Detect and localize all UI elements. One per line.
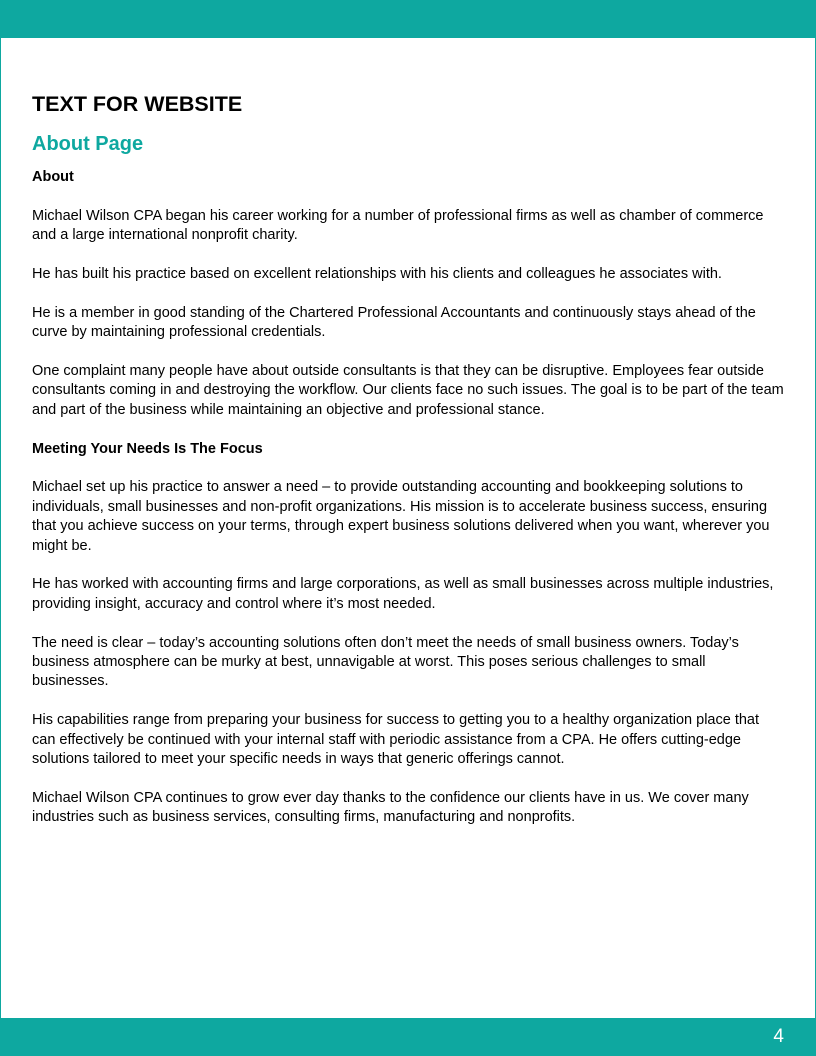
page-number: 4	[773, 1026, 784, 1047]
paragraph: He is a member in good standing of the Chartered Professional Accountants and continuously stays ahead of the curve by maintaining professional credentials.	[32, 304, 756, 341]
paragraph: He has built his practice based on excellent relationships with his clients and colleagues he associates with.	[32, 266, 722, 282]
document-title: TEXT FOR WEBSITE	[32, 92, 243, 116]
section-meeting-needs	[32, 440, 784, 828]
paragraph: He has worked with accounting firms and large corporations, as well as small businesses across multiple industries, providing insight, accuracy and control where it’s most needed.	[32, 576, 774, 612]
section-heading-about: About	[32, 169, 74, 185]
paragraph: Michael Wilson CPA began his career working for a number of professional firms as well as chamber of commerce and a large international nonprofit charity.	[32, 207, 764, 244]
section-about	[32, 168, 784, 420]
paragraph: His capabilities range from preparing your business for success to getting you to a healthy organization place that can effectively be continued with your internal staff with periodic assistance from a CPA. He offers cutting-edge solutions tailored to meet your specific needs in ways that generic offerings cannot.	[32, 712, 760, 768]
section-heading-meeting-needs: Meeting Your Needs Is The Focus	[32, 440, 263, 457]
paragraph: Michael Wilson CPA continues to grow ever day thanks to the confidence our clients have in us. We cover many industries such as business services, consulting firms, manufacturing and nonprofits.	[32, 789, 749, 826]
section-title: About Page	[32, 133, 144, 155]
paragraph: Michael set up his practice to answer a need – to provide outstanding accounting and bookkeeping solutions to individuals, small businesses and non-profit organizations. His mission is to accelerate business success, ensuring that you achieve success on your terms, through expert business solutions delivered when you want, wherever you might be.	[32, 479, 770, 554]
document-body	[32, 90, 784, 828]
paragraph: One complaint many people have about outside consultants is that they can be disruptive. Employees fear outside consultants coming in and destroying the workflow. Our clients face no such issues. The goal is to be part of the team and part of the business while maintaining an objective and professional stance.	[32, 363, 784, 418]
paragraph: The need is clear – today’s accounting solutions often don’t meet the needs of small business owners. Today’s business atmosphere can be murky at best, unnavigable at worst. This poses serious challenges to small businesses.	[32, 634, 739, 690]
header-bar	[0, 0, 816, 38]
footer-bar	[0, 1018, 816, 1056]
